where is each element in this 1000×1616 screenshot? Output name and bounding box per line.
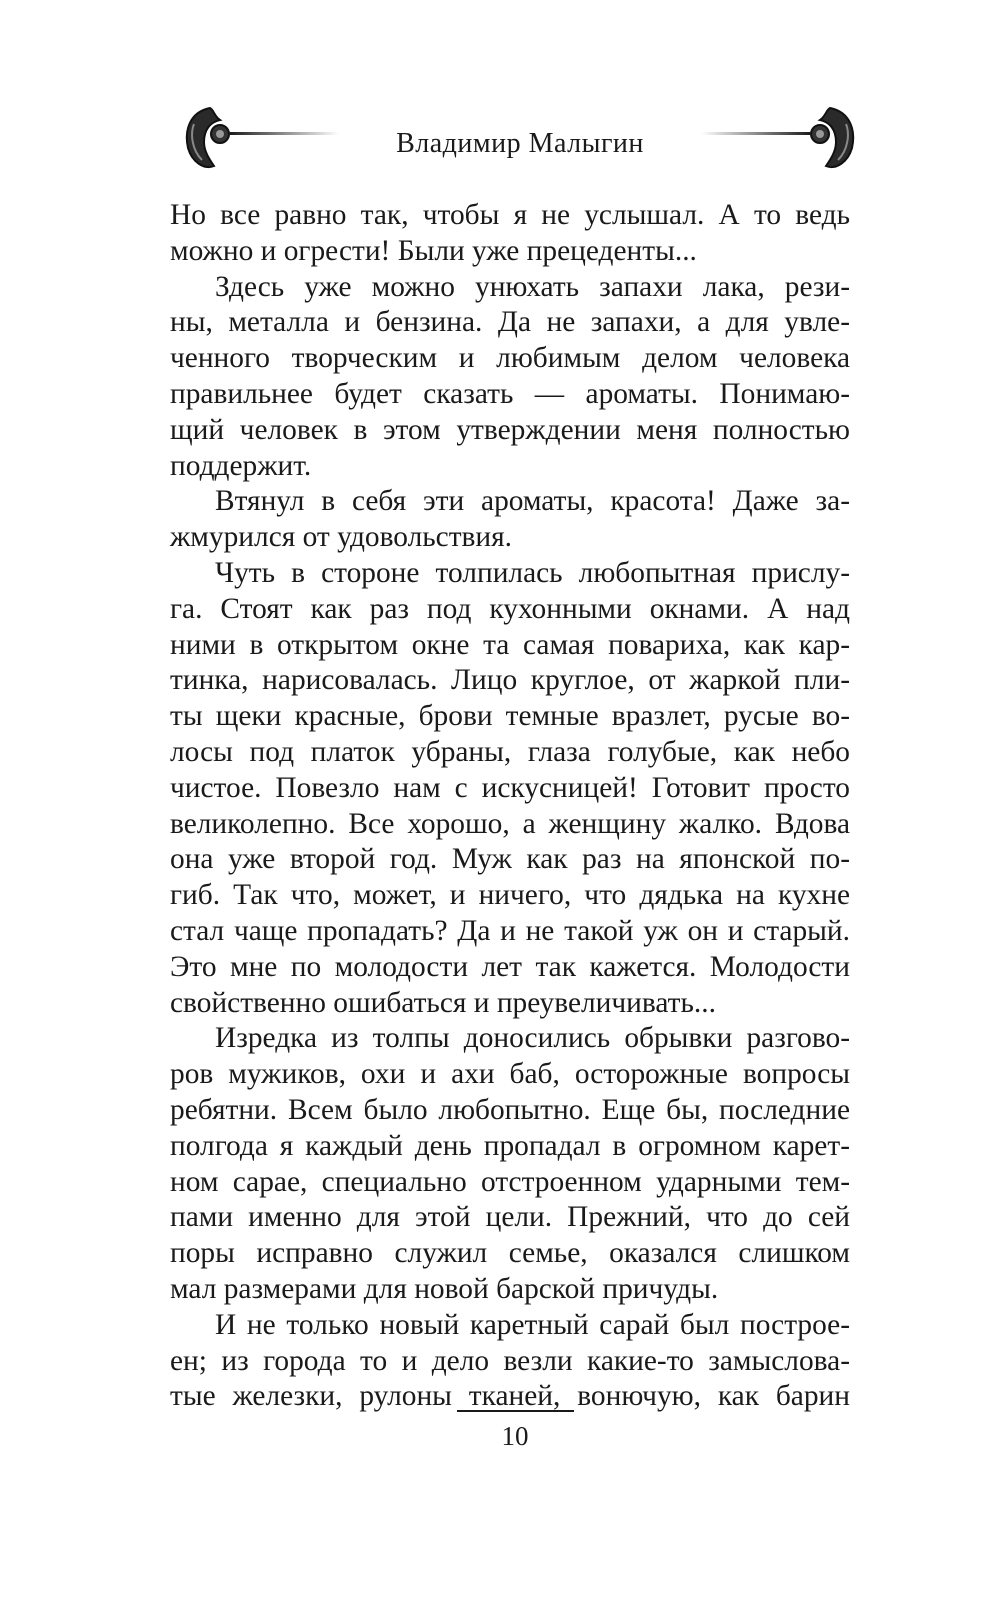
right-ornament-icon	[700, 100, 860, 180]
text-line: ен; из города то и дело везли какие-то замыслова-	[170, 1344, 850, 1377]
text-line: пами именно для этой цели. Прежний, что до сей	[170, 1201, 850, 1234]
text-line: стал чаще пропадать? Да и не такой уж он и старый.	[170, 914, 850, 947]
text-line: Это мне по молодости лет так кажется. Молодости	[170, 950, 850, 983]
text-line: ченного творческим и любимым делом человека	[170, 342, 850, 375]
paragraph	[170, 484, 850, 556]
text-line: правильнее будет сказать — ароматы. Понимаю-	[170, 377, 850, 410]
text-line: Здесь уже можно унюхать запахи лака, рези-	[215, 270, 850, 303]
text-line: чистое. Повезло нам с искусницей! Готовит просто	[170, 771, 850, 804]
paragraph	[170, 1021, 850, 1307]
text-line: она уже второй год. Муж как раз на японской по-	[170, 843, 850, 876]
text-line: га. Стоят как раз под кухонными окнами. А над	[170, 592, 850, 625]
text-line: великолепно. Все хорошо, а женщину жалко. Вдова	[170, 807, 850, 840]
text-line: гиб. Так что, может, и ничего, что дядька на кухне	[170, 879, 850, 912]
paragraph	[170, 1308, 850, 1415]
paragraph	[170, 270, 850, 485]
running-header	[180, 100, 860, 190]
text-line: свойственно ошибаться и преувеличивать...	[170, 986, 716, 1019]
text-line: ров мужиков, охи и ахи баб, осторожные вопросы	[170, 1058, 850, 1091]
text-line: жмурился от удовольствия.	[170, 521, 513, 554]
text-line: Изредка из толпы доносились обрывки разгово-	[215, 1022, 850, 1055]
text-line: поры исправно служил семье, оказался слишком	[170, 1237, 850, 1270]
page-number: 10	[501, 1421, 529, 1451]
paragraph	[170, 556, 850, 1021]
text-line: щий человек в этом утверждении меня полностью	[170, 413, 850, 446]
text-line: лосы под платок убраны, глаза голубые, как небо	[170, 735, 850, 768]
text-line: Но все равно так, чтобы я не услышал. А то ведь	[170, 199, 850, 231]
text-line: ними в открытом окне та самая повариха, как кар-	[170, 628, 850, 661]
paragraph	[170, 198, 850, 270]
text-line: Втянул в себя эти ароматы, красота! Даже за-	[215, 485, 850, 518]
text-line: тинка, нарисовалась. Лицо круглое, от жаркой пли-	[170, 664, 850, 697]
text-line: можно и огрести! Были уже прецеденты...	[170, 234, 697, 267]
running-title: Владимир Малыгин	[396, 128, 644, 159]
folio-rule	[457, 1410, 574, 1412]
text-line: поддержит.	[170, 449, 312, 482]
text-line: ны, металла и бензина. Да не запахи, а для увле-	[170, 306, 850, 339]
text-line: ном сарае, специально отстроенном ударными тем-	[170, 1165, 850, 1198]
text-line: Чуть в стороне толпилась любопытная прислу-	[215, 556, 850, 589]
text-line: полгода я каждый день пропадал в огромном карет-	[170, 1129, 850, 1162]
text-line: тые железки, рулоны тканей, вонючую, как барин	[170, 1380, 850, 1413]
text-line: И не только новый каретный сарай был построе-	[215, 1308, 850, 1341]
body-text	[170, 198, 850, 1415]
text-line: мал размерами для новой барской причуды.	[170, 1272, 719, 1305]
text-line: ребятни. Всем было любопытно. Еще бы, последние	[170, 1093, 850, 1126]
text-line: ты щеки красные, брови темные вразлет, русые во-	[170, 700, 850, 733]
